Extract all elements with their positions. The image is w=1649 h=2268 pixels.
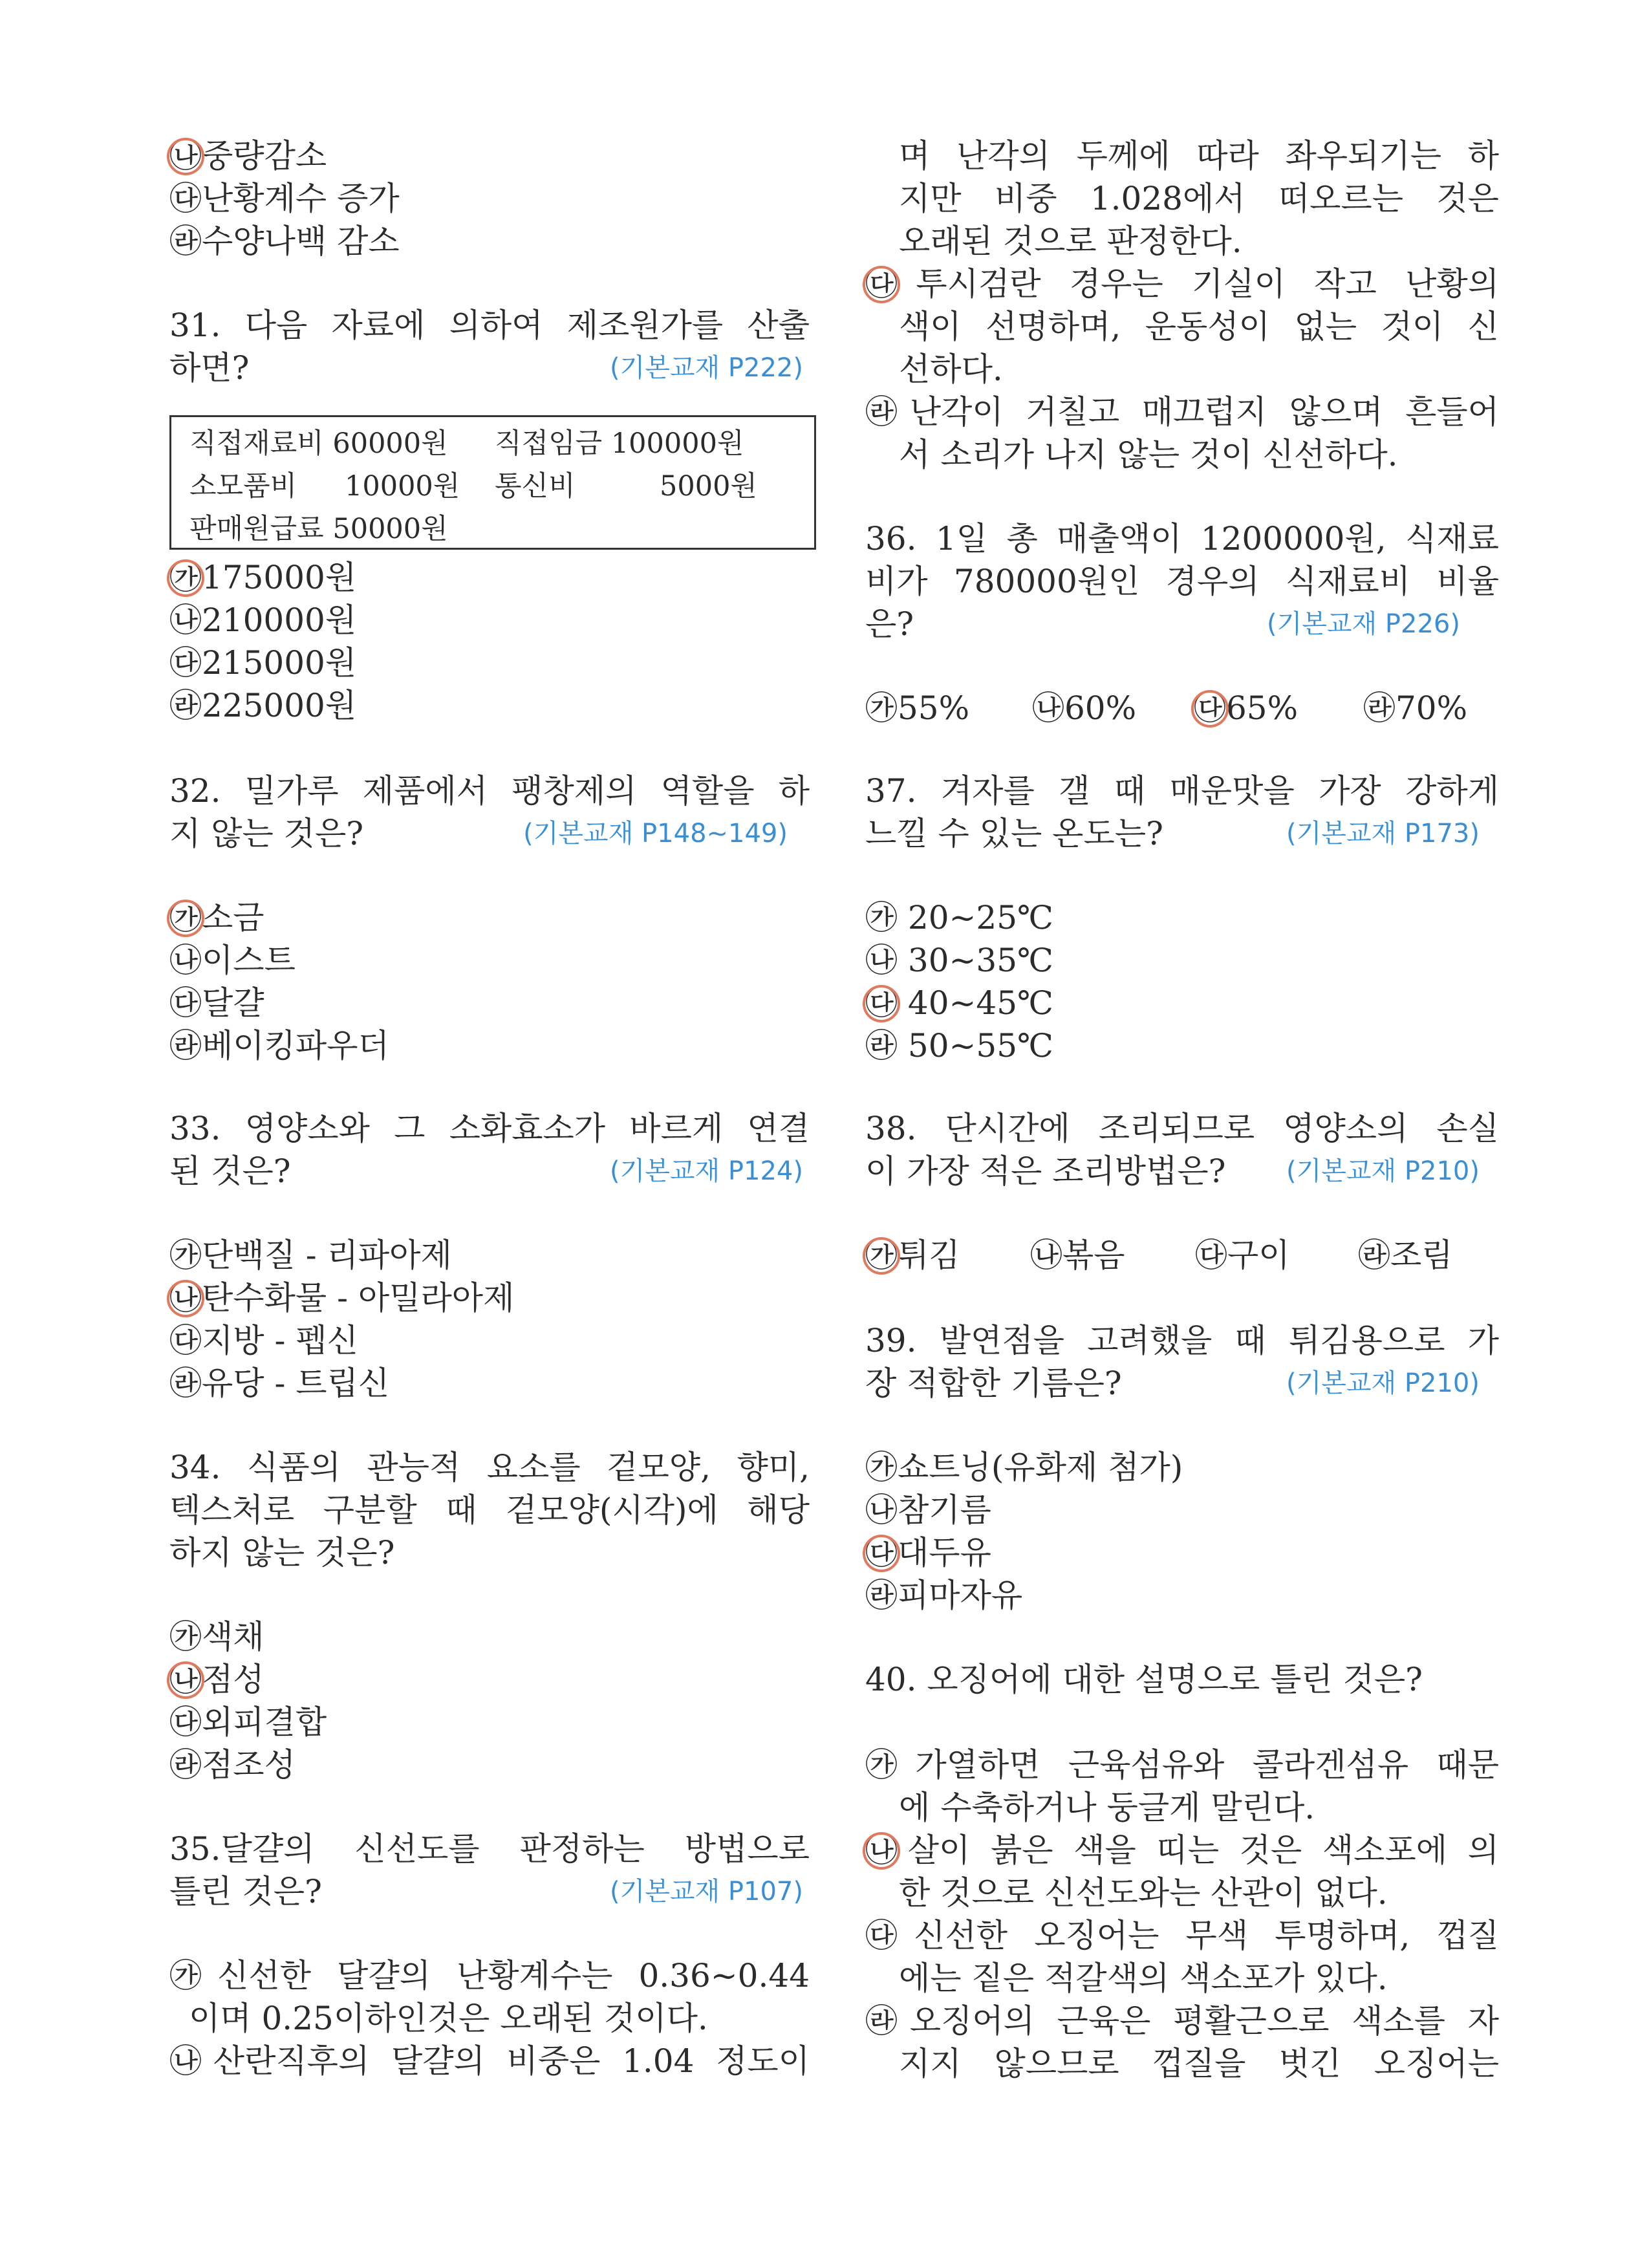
q38-option-1: ㉮튀김 <box>865 1237 960 1274</box>
q32-option-4: ㉱베이킹파우더 <box>169 1027 389 1064</box>
q38-option-2: ㉯볶음 <box>1030 1237 1125 1274</box>
q37-option-3: ㉰ 40~45℃ <box>865 984 1053 1022</box>
box-row-2a: 소모품비 <box>189 470 297 502</box>
q32-option-2: ㉯이스트 <box>169 942 296 979</box>
q35-option-3: ㉰투시검란 경우는 기실이 작고 난황의 <box>865 265 1499 303</box>
q37-stem-line-2: 느낄 수 있는 온도는? <box>865 815 1163 852</box>
q31-option-3: ㉰215000원 <box>169 644 357 682</box>
q38-reference: (기본교재 P210) <box>1286 1156 1480 1186</box>
q35-option-1: ㉮신선한 달걀의 난황계수는 0.36~0.44 <box>169 1957 810 1994</box>
q39-option-4: ㉱피마자유 <box>865 1577 1023 1614</box>
q35-option-3-cont-1: 색이 선명하며, 운동성이 없는 것이 신 <box>899 308 1499 345</box>
q32-option-3: ㉰달걀 <box>169 984 264 1022</box>
q40-option-4: ㉱오징어의 근육은 평활근으로 색소를 자 <box>865 2002 1499 2040</box>
q37-reference: (기본교재 P173) <box>1286 819 1480 848</box>
q37-stem-line-1: 37. 겨자를 갤 때 매운맛을 가장 강하게 <box>865 772 1499 810</box>
q40-stem: 40. 오징어에 대한 설명으로 틀린 것은? <box>865 1661 1423 1698</box>
q34-stem-line-1: 34. 식품의 관능적 요소를 겉모양, 향미, <box>169 1449 810 1486</box>
q35-stem-line-2: 틀린 것은? <box>169 1873 322 1910</box>
q32-option-1: ㉮소금 <box>169 899 264 936</box>
q34-option-1: ㉮색채 <box>169 1618 264 1656</box>
q40-option-3-cont: 에는 짙은 적갈색의 색소포가 있다. <box>899 1960 1388 1997</box>
q36-reference: (기본교재 P226) <box>1267 609 1460 639</box>
q31-stem-line-2: 하면? <box>169 349 250 387</box>
q36-option-1: ㉮55% <box>865 689 970 727</box>
q31-option-2: ㉯210000원 <box>169 601 357 639</box>
q40-option-3: ㉰신선한 오징어는 무색 투명하며, 껍질 <box>865 1917 1499 1954</box>
box-row-1a: 직접재료비 60000원 <box>189 427 448 460</box>
q39-reference: (기본교재 P210) <box>1286 1368 1480 1398</box>
q30-option-2: ㉯중량감소 <box>169 137 327 175</box>
q39-stem-line-1: 39. 발연점을 고려했을 때 튀김용으로 가 <box>865 1322 1499 1359</box>
q34-option-3: ㉰외피결합 <box>169 1703 327 1741</box>
q36-option-2: ㉯60% <box>1032 689 1137 727</box>
q35-option-4: ㉱난각이 거칠고 매끄럽지 않으며 흔들어 <box>865 393 1499 431</box>
q33-option-1: ㉮단백질 - 리파아제 <box>169 1237 452 1274</box>
q39-stem-line-2: 장 적합한 기름은? <box>865 1365 1122 1402</box>
q34-stem-line-3: 하지 않는 것은? <box>169 1534 395 1571</box>
box-row-2c: 통신비 <box>495 470 576 502</box>
q31-stem-line-1: 31. 다음 자료에 의하여 제조원가를 산출 <box>169 307 810 344</box>
q38-stem-line-1: 38. 단시간에 조리되므로 영양소의 손실 <box>865 1110 1499 1147</box>
q39-option-3: ㉰대두유 <box>865 1534 991 1571</box>
q40-option-2-cont: 한 것으로 신선도와는 산관이 없다. <box>899 1874 1388 1912</box>
q31-data-box <box>169 415 816 550</box>
q36-stem-line-2: 비가 780000원인 경우의 식재료비 비율 <box>865 563 1499 600</box>
q36-stem-line-1: 36. 1일 총 매출액이 1200000원, 식재료 <box>865 520 1499 557</box>
q32-stem-line-2: 지 않는 것은? <box>169 815 364 852</box>
q33-option-3: ㉰지방 - 펩신 <box>169 1322 358 1359</box>
q35-option-3-cont-2: 선하다. <box>899 351 1003 388</box>
q40-option-2: ㉯살이 붉은 색을 띠는 것은 색소포에 의 <box>865 1831 1499 1869</box>
q36-option-4: ㉱70% <box>1363 689 1468 727</box>
q36-option-3: ㉰65% <box>1194 689 1299 727</box>
q39-option-1: ㉮쇼트닝(유화제 첨가) <box>865 1449 1183 1486</box>
q36-stem-line-3: 은? <box>865 605 914 643</box>
q35-option-4-cont: 서 소리가 나지 않는 것이 신선하다. <box>899 436 1398 473</box>
q37-option-2: ㉯ 30~35℃ <box>865 942 1053 979</box>
q38-option-4: ㉱조림 <box>1358 1237 1453 1274</box>
q33-option-2: ㉯탄수화물 - 아밀라아제 <box>169 1279 515 1317</box>
q32-stem-line-1: 32. 밀가루 제품에서 팽창제의 역할을 하 <box>169 772 810 810</box>
q35-stem-line-1: 35.달걀의 신선도를 판정하는 방법으로 <box>169 1830 810 1868</box>
q40-option-1: ㉮가열하면 근육섬유와 콜라겐섬유 때문 <box>865 1746 1499 1784</box>
q36-options <box>865 687 1499 729</box>
q33-stem-line-1: 33. 영양소와 그 소화효소가 바르게 연결 <box>169 1110 810 1147</box>
q40-option-1-cont: 에 수축하거나 둥글게 말린다. <box>899 1789 1315 1826</box>
q37-option-4: ㉱ 50~55℃ <box>865 1027 1053 1064</box>
q40-option-4-cont: 지지 않으므로 껍질을 벗긴 오징어는 <box>899 2045 1499 2082</box>
box-row-3a: 판매원급료 50000원 <box>189 513 448 545</box>
q31-option-4: ㉱225000원 <box>169 687 357 724</box>
q34-stem-line-2: 텍스처로 구분할 때 겉모양(시각)에 해당 <box>169 1491 810 1529</box>
q32-reference: (기본교재 P148~149) <box>523 819 788 848</box>
q35-cont-line-3: 오래된 것으로 판정한다. <box>899 222 1242 260</box>
q35-option-2: ㉯산란직후의 달걀의 비중은 1.04 정도이 <box>169 2042 810 2080</box>
q38-stem-line-2: 이 가장 적은 조리방법은? <box>865 1152 1226 1190</box>
q38-option-3: ㉰구이 <box>1195 1237 1290 1274</box>
q35-cont-line-1: 며 난각의 두께에 따라 좌우되기는 하 <box>899 137 1499 175</box>
q35-cont-line-2: 지만 비중 1.028에서 떠오르는 것은 <box>899 180 1499 217</box>
q33-stem-line-2: 된 것은? <box>169 1152 291 1190</box>
box-row-2d: 5000원 <box>660 470 757 502</box>
q33-reference: (기본교재 P124) <box>610 1156 803 1186</box>
q39-option-2: ㉯참기름 <box>865 1491 991 1529</box>
box-row-2b: 10000원 <box>345 470 460 502</box>
q38-options <box>865 1234 1499 1277</box>
q35-option-1-cont: 이며 0.25이하인것은 오래된 것이다. <box>189 2000 708 2037</box>
q34-option-4: ㉱점조성 <box>169 1746 296 1784</box>
box-row-1b: 직접임금 100000원 <box>495 427 744 460</box>
q37-option-1: ㉮ 20~25℃ <box>865 899 1053 936</box>
q31-option-1: ㉮175000원 <box>169 559 357 596</box>
q33-option-4: ㉱유당 - 트립신 <box>169 1365 390 1402</box>
q35-reference: (기본교재 P107) <box>610 1877 803 1906</box>
q31-reference: (기본교재 P222) <box>610 353 803 383</box>
q30-option-3: ㉰난황계수 증가 <box>169 180 400 217</box>
q30-option-4: ㉱수양나백 감소 <box>169 222 400 260</box>
q34-option-2: ㉯점성 <box>169 1661 264 1698</box>
